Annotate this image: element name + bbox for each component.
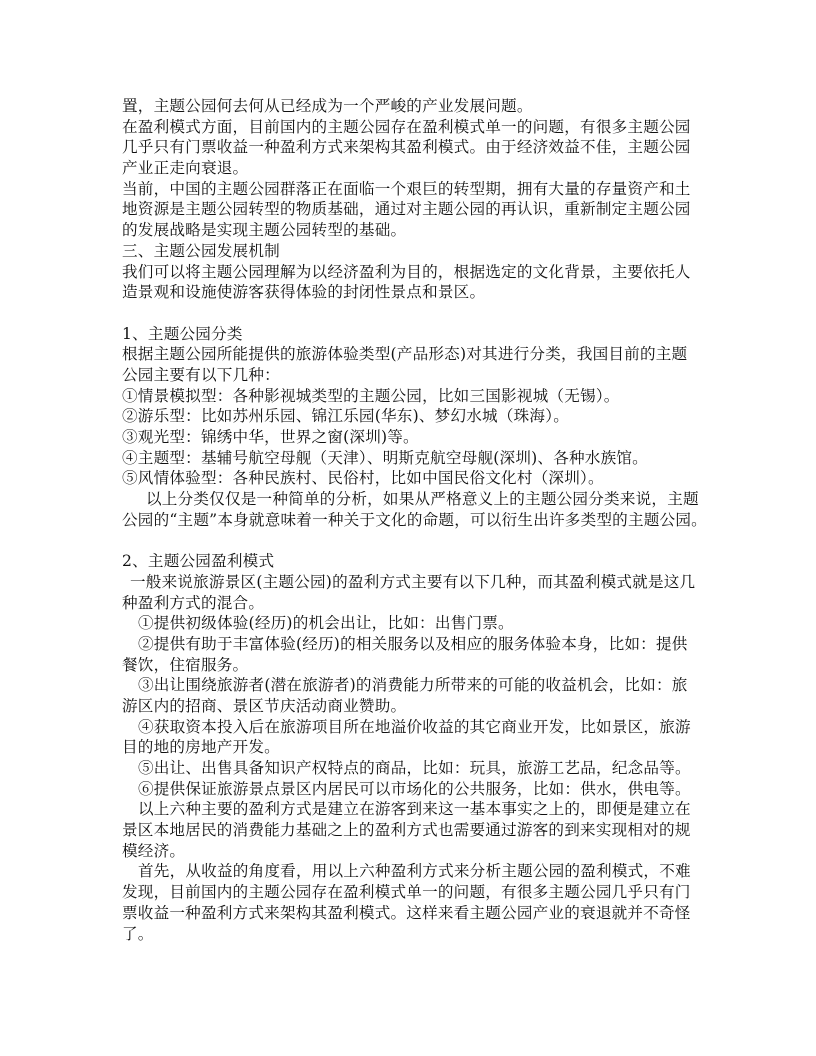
text-line: 景区本地居民的消费能力基础之上的盈利方式也需要通过游客的到来实现相对的规 — [122, 821, 691, 840]
list-item: ④获取资本投入后在旅游项目所在地溢价收益的其它商业开发，比如景区，旅游 — [138, 717, 691, 736]
text-line: 产业正走向衰退。 — [122, 159, 249, 178]
subsection-heading: 2、主题公园盈利模式 — [122, 552, 275, 571]
text-line: 的发展战略是实现主题公园转型的基础。 — [122, 221, 407, 240]
document-page — [122, 96, 707, 944]
text-line: 以上分类仅仅是一种简单的分析，如果从严格意义上的主题公园分类来说，主题 — [146, 490, 699, 509]
text-line: 公园主要有以下几种： — [122, 365, 280, 384]
list-item: ③观光型：锦绣中华，世界之窗(深圳)等。 — [122, 428, 419, 446]
intro-paragraphs — [122, 96, 702, 241]
text-line: 发现，目前国内的主题公园存在盈利模式单一的问题，有很多主题公园几乎只有门 — [122, 883, 691, 902]
list-item: ③出让围绕旅游者(潜在旅游者)的消费能力所带来的可能的收益机会，比如：旅 — [138, 676, 688, 695]
section-classification — [122, 324, 707, 531]
list-item-continuation: 目的地的房地产开发。 — [122, 738, 280, 757]
list-item: ④主题型：基辅号航空母舰（天津）、明斯克航空母舰(深圳)、各种水族馆。 — [122, 448, 648, 467]
text-line: 公园的“主题”本身就意味着一种关于文化的命题，可以衍生出许多类型的主题公园。 — [122, 510, 707, 529]
text-line: 根据主题公园所能提供的旅游体验类型(产品形态)对其进行分类，我国目前的主题 — [122, 345, 688, 364]
list-item: ①提供初级体验(经历)的机会出让，比如：出售门票。 — [138, 614, 514, 633]
list-item: ②提供有助于丰富体验(经历)的相关服务以及相应的服务体验本身，比如：提供 — [138, 634, 688, 653]
list-item-continuation: 游区内的招商、景区节庆活动商业赞助。 — [122, 696, 407, 715]
blank-line — [122, 530, 702, 551]
text-line: 造景观和设施使游客获得体验的封闭性景点和景区。 — [122, 283, 486, 302]
list-item: ⑤出让、出售具备知识产权特点的商品，比如：玩具，旅游工艺品，纪念品等。 — [138, 759, 691, 777]
text-line: 种盈利方式的混合。 — [122, 593, 265, 612]
text-line: 票收益一种盈利方式来架构其盈利模式。这样来看主题公园产业的衰退就并不奇怪 — [122, 903, 691, 922]
text-line: 地资源是主题公园转型的物质基础，通过对主题公园的再认识，重新制定主题公园 — [122, 200, 691, 219]
list-item: ⑤风情体验型：各种民族村、民俗村，比如中国民俗文化村（深圳）。 — [122, 469, 604, 488]
text-line: 一般来说旅游景区(主题公园)的盈利方式主要有以下几种，而其盈利模式就是这几 — [130, 572, 696, 591]
section-development-mechanism — [122, 241, 702, 303]
text-line: 模经济。 — [122, 841, 186, 860]
text-line: 在盈利模式方面，目前国内的主题公园存在盈利模式单一的问题，有很多主题公园 — [122, 117, 691, 136]
text-line: 置，主题公园何去何从已经成为一个严峻的产业发展问题。 — [122, 97, 533, 115]
subsection-heading: 1、主题公园分类 — [122, 324, 243, 343]
text-line: 我们可以将主题公园理解为以经济盈利为目的，根据选定的文化背景，主要依托人 — [122, 262, 691, 281]
section-profit-model — [122, 551, 702, 944]
section-heading: 三、主题公园发展机制 — [122, 241, 280, 260]
text-line: 几乎只有门票收益一种盈利方式来架构其盈利模式。由于经济效益不佳，主题公园 — [122, 138, 691, 157]
blank-line — [122, 303, 702, 324]
list-item: ②游乐型：比如苏州乐园、锦江乐园(华东)、梦幻水城（珠海）。 — [122, 407, 569, 426]
text-line: 当前，中国的主题公园群落正在面临一个艰巨的转型期，拥有大量的存量资产和土 — [122, 179, 691, 198]
text-line: 首先，从收益的角度看，用以上六种盈利方式来分析主题公园的盈利模式，不难 — [138, 862, 691, 881]
list-item: ⑥提供保证旅游景点景区内居民可以市场化的公共服务，比如：供水，供电等。 — [138, 779, 691, 798]
list-item: ①情景模拟型：各种影视城类型的主题公园，比如三国影视城（无锡）。 — [122, 386, 620, 405]
text-line: 了。 — [122, 924, 154, 943]
list-item-continuation: 餐饮，住宿服务。 — [122, 655, 249, 674]
text-line: 以上六种主要的盈利方式是建立在游客到来这一基本事实之上的，即便是建立在 — [138, 800, 691, 819]
